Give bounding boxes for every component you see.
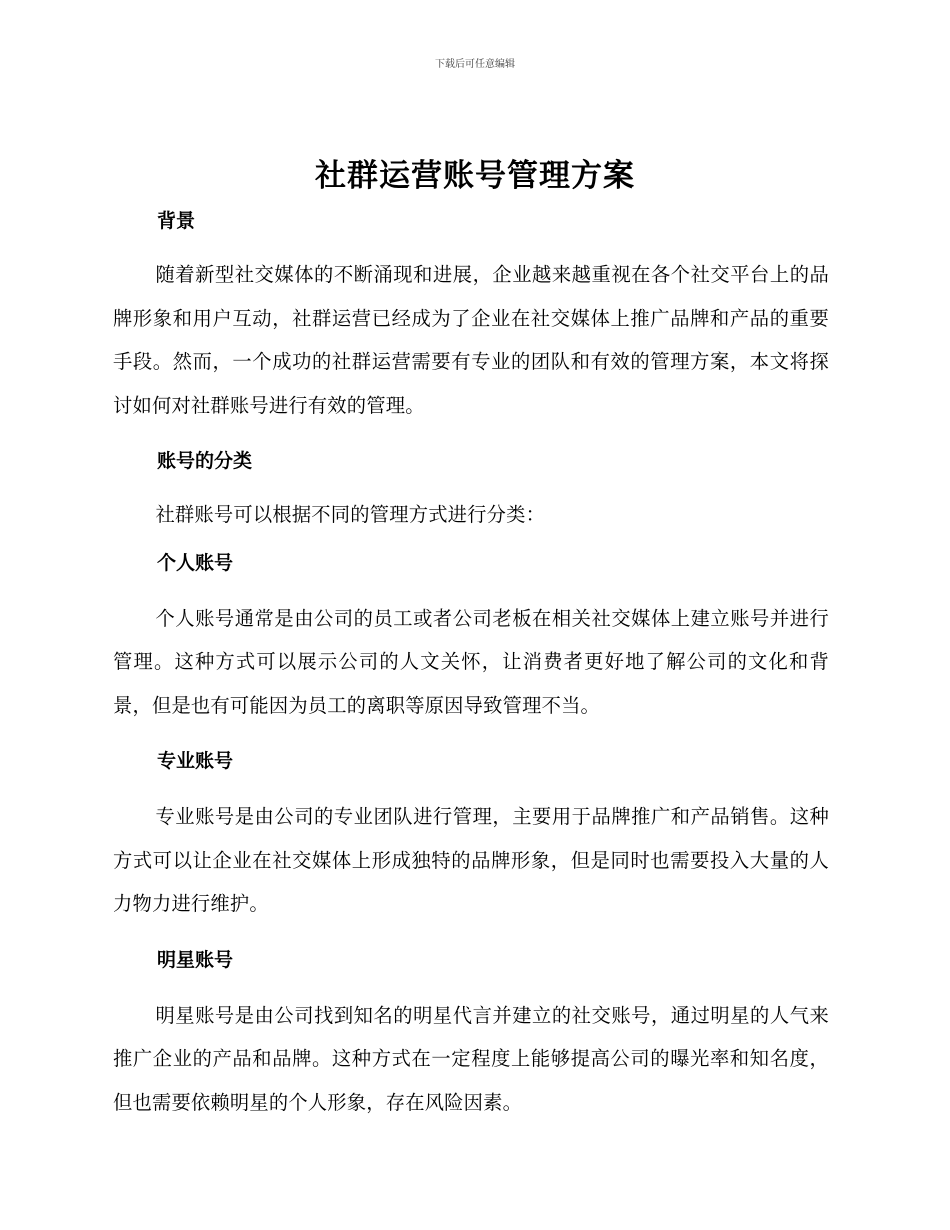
paragraph-professional-account: 专业账号是由公司的专业团队进行管理，主要用于品牌推广和产品销售。这种方式可以让企业在社交媒体上形成独特的品牌形象，但是同时也需要投入大量的人力物力进行维护。 [113,805,829,915]
paragraph-celebrity-account: 明星账号是由公司找到知名的明星代言并建立的社交账号，通过明星的人气来推广企业的产品和品牌。这种方式在一定程度上能够提高公司的曝光率和知名度，但也需要依赖明星的个人形象，存在风险因素。 [113,1003,829,1114]
header-note: 下载后可任意编辑 [435,59,515,70]
section-heading-account-classification: 账号的分类 [157,450,253,472]
document-title: 社群运营账号管理方案 [315,158,635,194]
section-heading-personal-account: 个人账号 [157,551,234,574]
section-heading-background: 背景 [157,210,196,232]
document-body [113,200,829,1124]
section-heading-professional-account: 专业账号 [157,750,234,772]
paragraph-account-classification: 社群账号可以根据不同的管理方式进行分类： [155,503,546,526]
section-heading-celebrity-account: 明星账号 [157,948,234,971]
paragraph-personal-account: 个人账号通常是由公司的员工或者公司老板在相关社交媒体上建立账号并进行管理。这种方式可以展示公司的人文关怀，让消费者更好地了解公司的文化和背景，但是也有可能因为员工的离职等原因导致管理不当。 [113,606,829,717]
paragraph-background: 随着新型社交媒体的不断涌现和进展，企业越来越重视在各个社交平台上的品牌形象和用户互动，社群运营已经成为了企业在社交媒体上推广品牌和产品的重要手段。然而，一个成功的社群运营需要有专业的团队和有效的管理方案，本文将探讨如何对社群账号进行有效的管理。 [113,263,829,417]
